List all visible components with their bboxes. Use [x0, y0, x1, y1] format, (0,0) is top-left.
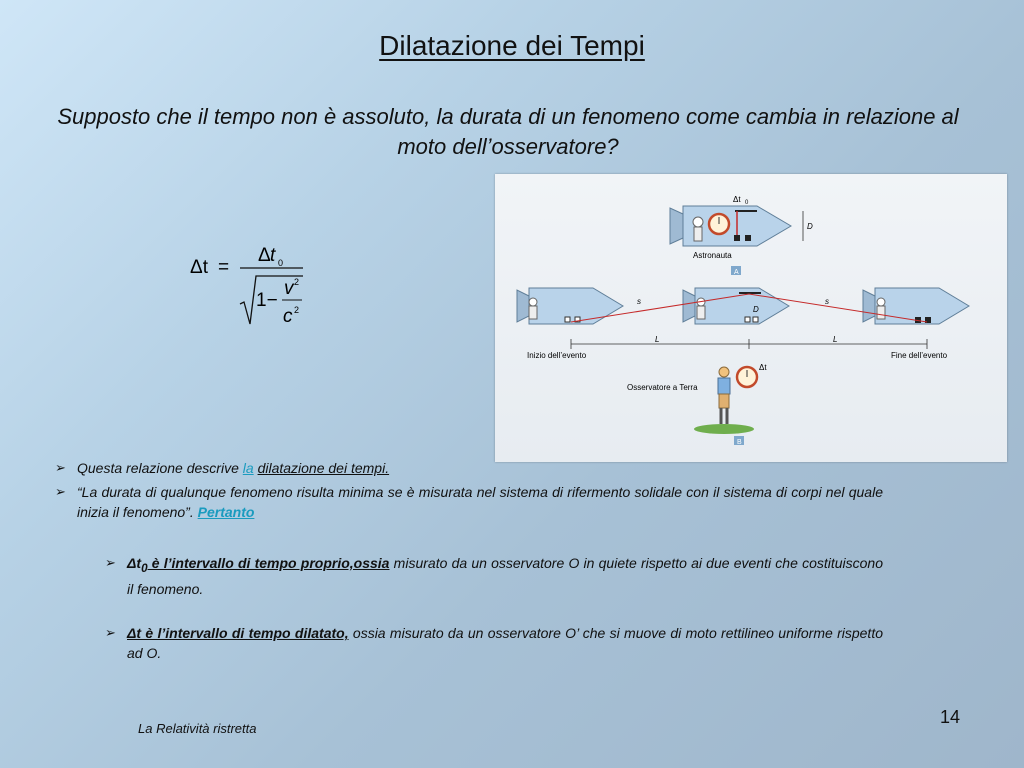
- bullet-3-rest: misurato da un osservatore O in quiete rispetto ai due eventi che costituiscono il fenomeno.: [127, 555, 883, 597]
- bullet-4-bold: Δt è l’intervallo di tempo dilatato,: [127, 625, 349, 641]
- slide-subtitle: Supposto che il tempo non è assoluto, la durata di un fenomeno come cambia in relazione al moto dell’osservatore?: [57, 104, 959, 159]
- bullet-3-bold: è l’intervallo di tempo proprio,ossia: [147, 555, 390, 571]
- time-dilation-formula: [188, 240, 318, 330]
- ground-observer: [718, 367, 730, 424]
- formula-num-sub: 0: [278, 258, 284, 268]
- link-pertanto[interactable]: Pertanto: [197, 504, 255, 520]
- bullet-4-rest: ossia misurato da un osservatore O’ che si muove di moto rettilineo uniforme rispetto ad O.: [127, 625, 883, 661]
- formula-num-delta: Δ: [258, 245, 271, 266]
- slide-footer: La Relatività ristretta: [138, 721, 257, 736]
- figure-panel-b: B: [737, 439, 742, 446]
- bullet-3: [105, 553, 883, 599]
- figure-fine: Fine dell’evento: [891, 351, 948, 360]
- figure-L-left: L: [655, 335, 660, 344]
- formula-v-sq: 2: [294, 277, 300, 287]
- figure-D-mid: D: [753, 305, 759, 314]
- arrow-bullet-icon: ➢: [55, 460, 66, 475]
- bullet-2: [55, 482, 883, 522]
- bullet-1-underlined: dilatazione dei tempi.: [257, 460, 390, 476]
- rocket-left: [517, 288, 623, 324]
- formula-equals: =: [218, 257, 230, 278]
- figure-inizio: Inizio dell’evento: [527, 351, 587, 360]
- formula-c-sq: 2: [294, 305, 300, 315]
- figure-astronauta: Astronauta: [693, 251, 732, 260]
- ground-grass: [694, 424, 754, 434]
- figure-dt0-sub: 0: [745, 200, 749, 206]
- arrow-bullet-icon: ➢: [105, 625, 116, 640]
- figure-osservatore: Osservatore a Terra: [627, 383, 698, 392]
- arrow-bullet-icon: ➢: [55, 484, 66, 499]
- figure-s-left: s: [637, 297, 641, 306]
- rocket-middle: [683, 288, 789, 324]
- rocket-astronaut: [670, 206, 791, 246]
- figure-D-top: D: [807, 222, 813, 231]
- link-la[interactable]: la: [242, 460, 254, 476]
- figure-panel-a: A: [734, 269, 739, 276]
- slide-title: Dilatazione dei Tempi: [379, 30, 645, 61]
- formula-c: c: [283, 306, 293, 327]
- figure-L-right: L: [833, 335, 838, 344]
- bullet-1: [55, 458, 883, 478]
- figure-s-right: s: [825, 297, 829, 306]
- bullet-4: [105, 623, 883, 663]
- time-dilation-figure: [495, 174, 1007, 462]
- bullet-3-delta: Δt: [127, 555, 142, 571]
- formula-num-t: t: [270, 245, 276, 266]
- formula-v: v: [284, 278, 294, 299]
- bullet-2-text: “La durata di qualunque fenomeno risulta minima se è misurata nel sistema di rifermento solidale con il sistema di corpi nel quale inizia il fenomeno”: [77, 484, 883, 520]
- figure-dt0-label: Δt: [733, 195, 741, 204]
- bullet-3-sub: 0: [141, 561, 148, 575]
- page-number: 14: [939, 707, 961, 727]
- arrow-bullet-icon: ➢: [105, 555, 116, 570]
- bullet-1-text: Questa relazione descrive: [77, 460, 243, 476]
- formula-one-minus: 1−: [256, 290, 278, 311]
- formula-lhs: Δt: [190, 257, 208, 278]
- rocket-right: [863, 288, 969, 324]
- figure-dt: Δt: [759, 363, 767, 372]
- bullet-2-dot: .: [189, 504, 198, 520]
